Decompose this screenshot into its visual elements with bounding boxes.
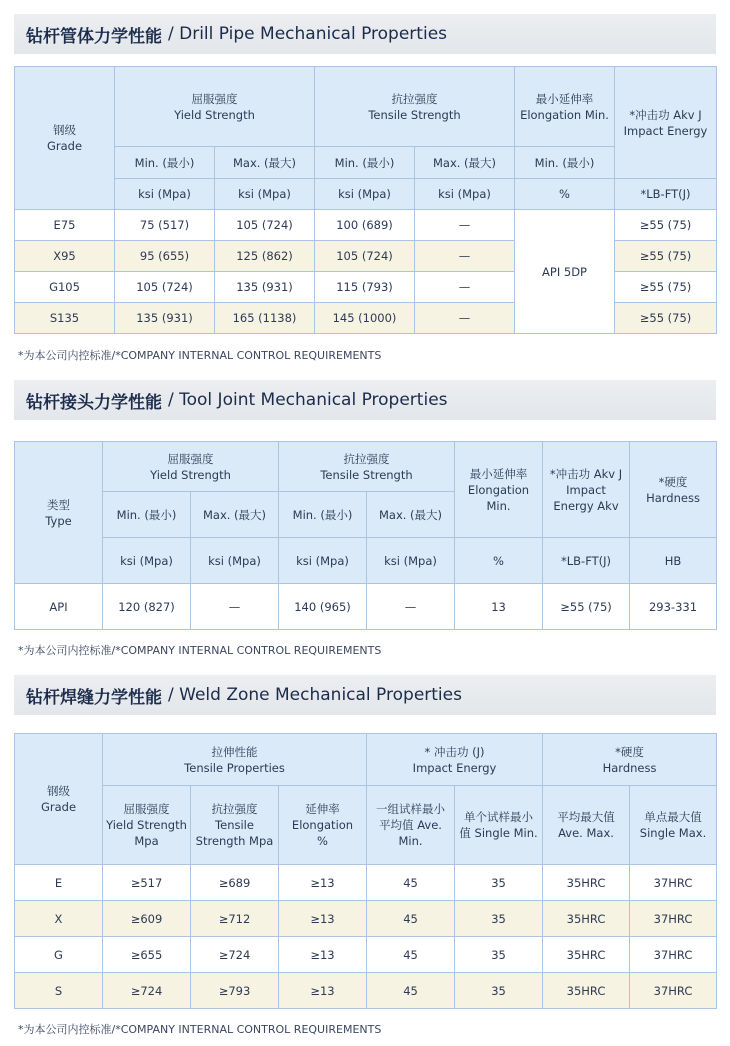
unit-cell: %	[455, 538, 543, 584]
value-cell: ≥13	[279, 937, 367, 973]
ts-header-l2: Tensile	[215, 818, 254, 832]
elongation-merged-cell: API 5DP	[515, 210, 615, 334]
value-cell: —	[415, 272, 515, 303]
ts-header	[191, 786, 279, 865]
yield-header-en: Yield Strength	[150, 467, 231, 482]
weld-zone-table	[14, 733, 717, 1009]
el-header	[279, 786, 367, 865]
tensile-header-cn: 抗拉强度	[343, 451, 390, 466]
impact-header-en: Impact Energy	[412, 760, 497, 775]
value-cell: ≥712	[191, 901, 279, 937]
type-cell: API	[15, 584, 103, 630]
elongation-min-header: Min. (最小)	[515, 147, 615, 179]
ts-header-l3: Strength Mpa	[195, 834, 274, 848]
type-header-cn: 类型	[47, 497, 70, 512]
ave-max-header	[543, 786, 630, 865]
unit-cell: ksi (Mpa)	[415, 179, 515, 210]
tensile-min-header: Min. (最小)	[279, 492, 367, 538]
unit-cell: ksi (Mpa)	[191, 538, 279, 584]
yield-min-header: Min. (最小)	[115, 147, 215, 179]
value-cell: 35	[455, 937, 543, 973]
value-cell: 100 (689)	[315, 210, 415, 241]
grade-cell: E	[15, 865, 103, 901]
unit-cell: %	[515, 179, 615, 210]
unit-row	[15, 179, 717, 210]
grade-cell: X	[15, 901, 103, 937]
unit-row	[15, 538, 717, 584]
header-row	[15, 734, 717, 786]
unit-cell: ksi (Mpa)	[367, 538, 455, 584]
yield-header-en: Yield Strength	[174, 107, 255, 122]
tensile-max-header: Max. (最大)	[415, 147, 515, 179]
impact-header-cn: * 冲击功 (J)	[424, 744, 485, 759]
impact-header-l2: Impact Energy	[623, 123, 708, 138]
table-row	[15, 865, 717, 901]
value-cell: 115 (793)	[315, 272, 415, 303]
impact-header-l3: Energy Akv	[553, 498, 619, 513]
yield-header	[115, 67, 315, 147]
el-header-l3: %	[317, 834, 328, 848]
hardness-header-cn: *硬度	[658, 474, 688, 489]
value-cell: 135 (931)	[115, 303, 215, 334]
value-cell: 35	[455, 973, 543, 1009]
value-cell: ≥609	[103, 901, 191, 937]
value-cell: 37HRC	[630, 937, 717, 973]
value-cell: ≥724	[191, 937, 279, 973]
elongation-header-cn: 最小延伸率	[469, 466, 528, 481]
unit-cell: ksi (Mpa)	[279, 538, 367, 584]
hardness-header-en: Hardness	[646, 490, 700, 505]
ave-max-header-l2: Ave. Max.	[558, 826, 614, 840]
single-max-header-l2: Single Max.	[639, 826, 707, 840]
grade-cell: X95	[15, 241, 115, 272]
value-cell: 293-331	[630, 584, 717, 630]
tensile-header	[279, 442, 455, 492]
hardness-header-en: Hardness	[602, 760, 657, 775]
value-cell: 95 (655)	[115, 241, 215, 272]
tensile-header	[103, 734, 367, 786]
single-min-header-l1: 单个试样最小	[464, 810, 534, 824]
weld-zone-title	[14, 675, 716, 715]
tool-joint-table	[14, 441, 717, 630]
grade-cell: G	[15, 937, 103, 973]
unit-cell: ksi (Mpa)	[315, 179, 415, 210]
value-cell: 37HRC	[630, 901, 717, 937]
value-cell: ≥55 (75)	[543, 584, 630, 630]
value-cell: ≥55 (75)	[615, 303, 717, 334]
value-cell: —	[415, 241, 515, 272]
value-cell: 45	[367, 973, 455, 1009]
yield-header	[103, 442, 279, 492]
yield-header-cn: 屈服强度	[167, 451, 214, 466]
value-cell: —	[415, 303, 515, 334]
table-row	[15, 937, 717, 973]
grade-cell: E75	[15, 210, 115, 241]
value-cell: 35HRC	[543, 865, 630, 901]
elongation-header	[515, 67, 615, 147]
drill-pipe-note: *为本公司内控标准/*COMPANY INTERNAL CONTROL REQUIREMENTS	[18, 349, 382, 362]
tool-joint-note: *为本公司内控标准/*COMPANY INTERNAL CONTROL REQUIREMENTS	[18, 644, 382, 657]
drill-pipe-table	[14, 66, 717, 334]
ts-header-l1: 抗拉强度	[211, 802, 258, 816]
weld-zone-note: *为本公司内控标准/*COMPANY INTERNAL CONTROL REQUIREMENTS	[18, 1023, 382, 1036]
grade-header	[15, 67, 115, 210]
value-cell: 105 (724)	[215, 210, 315, 241]
value-cell: 105 (724)	[115, 272, 215, 303]
value-cell: ≥689	[191, 865, 279, 901]
tensile-max-header: Max. (最大)	[367, 492, 455, 538]
ys-header	[103, 786, 191, 865]
hardness-header	[543, 734, 717, 786]
minmax-row	[15, 147, 717, 179]
tensile-header-en: Tensile Strength	[368, 107, 461, 122]
elongation-header	[455, 442, 543, 538]
value-cell: 140 (965)	[279, 584, 367, 630]
unit-cell: ksi (Mpa)	[103, 538, 191, 584]
elongation-header-cn: 最小延伸率	[535, 91, 594, 106]
table-row	[15, 901, 717, 937]
drill-pipe-title-en: / Drill Pipe Mechanical Properties	[168, 24, 448, 44]
elongation-header-en: Min.	[486, 498, 511, 513]
tensile-header-cn: 拉伸性能	[211, 744, 258, 759]
value-cell: ≥793	[191, 973, 279, 1009]
header-row	[15, 67, 717, 147]
value-cell: 35	[455, 901, 543, 937]
tool-joint-title	[14, 380, 716, 420]
weld-zone-title-cn: 钻杆焊缝力学性能	[26, 687, 162, 708]
ave-max-header-l1: 平均最大值	[557, 810, 615, 824]
value-cell: 165 (1138)	[215, 303, 315, 334]
value-cell: 145 (1000)	[315, 303, 415, 334]
value-cell: 45	[367, 937, 455, 973]
weld-zone-title-en: / Weld Zone Mechanical Properties	[168, 685, 462, 705]
hardness-header	[630, 442, 717, 538]
unit-cell: *LB-FT(J)	[615, 179, 717, 210]
ave-min-header-l2: 平均值 Ave.	[379, 818, 442, 832]
tensile-header-en: Tensile Strength	[320, 467, 413, 482]
drill-pipe-title-cn: 钻杆管体力学性能	[26, 26, 162, 47]
tensile-header-en: Tensile Properties	[184, 760, 285, 775]
value-cell: 35	[455, 865, 543, 901]
value-cell: ≥55 (75)	[615, 210, 717, 241]
table-row	[15, 584, 717, 630]
impact-header-l1: *冲击功 Akv J	[549, 466, 623, 481]
single-min-header-l2: 值 Single Min.	[459, 826, 538, 840]
yield-max-header: Max. (最大)	[215, 147, 315, 179]
yield-min-header: Min. (最小)	[103, 492, 191, 538]
subheader-row	[15, 786, 717, 865]
type-header-en: Type	[45, 513, 72, 528]
drill-pipe-title	[14, 14, 716, 54]
impact-header-l2: Impact	[566, 482, 606, 497]
value-cell: 120 (827)	[103, 584, 191, 630]
unit-cell: HB	[630, 538, 717, 584]
value-cell: ≥13	[279, 973, 367, 1009]
grade-header-en: Grade	[40, 800, 77, 814]
ave-min-header-l3: Min.	[398, 834, 423, 848]
single-max-header-l1: 单点最大值	[644, 810, 702, 824]
grade-header	[15, 734, 103, 865]
grade-header-cn: 钢级	[47, 784, 70, 798]
value-cell: 35HRC	[543, 901, 630, 937]
grade-cell: S135	[15, 303, 115, 334]
ave-min-header-l1: 一组试样最小	[376, 802, 446, 816]
value-cell: 45	[367, 901, 455, 937]
yield-max-header: Max. (最大)	[191, 492, 279, 538]
impact-header	[367, 734, 543, 786]
tool-joint-title-cn: 钻杆接头力学性能	[26, 392, 162, 413]
value-cell: 35HRC	[543, 973, 630, 1009]
grade-cell: S	[15, 973, 103, 1009]
value-cell: ≥55 (75)	[615, 272, 717, 303]
yield-header-cn: 屈服强度	[191, 91, 238, 106]
el-header-l1: 延伸率	[305, 802, 340, 816]
grade-cell: G105	[15, 272, 115, 303]
value-cell: 37HRC	[630, 865, 717, 901]
value-cell: 13	[455, 584, 543, 630]
ys-header-l2: Yield Strength	[106, 818, 187, 832]
unit-cell: ksi (Mpa)	[215, 179, 315, 210]
value-cell: ≥55 (75)	[615, 241, 717, 272]
value-cell: ≥13	[279, 901, 367, 937]
value-cell: ≥724	[103, 973, 191, 1009]
impact-header-l1: *冲击功 Akv J	[629, 107, 702, 122]
value-cell: 135 (931)	[215, 272, 315, 303]
table-row	[15, 210, 717, 241]
elongation-header-en: Elongation Min.	[520, 107, 609, 122]
single-min-header	[455, 786, 543, 865]
table-row	[15, 973, 717, 1009]
unit-cell: *LB-FT(J)	[543, 538, 630, 584]
impact-header	[543, 442, 630, 538]
hardness-header-cn: *硬度	[615, 744, 644, 759]
value-cell: ≥13	[279, 865, 367, 901]
value-cell: —	[191, 584, 279, 630]
grade-header-en: Grade	[46, 139, 83, 153]
unit-cell: ksi (Mpa)	[115, 179, 215, 210]
value-cell: 105 (724)	[315, 241, 415, 272]
elongation-header-en: Elongation	[467, 482, 530, 497]
ys-header-l3: Mpa	[134, 834, 159, 848]
value-cell: ≥517	[103, 865, 191, 901]
value-cell: —	[415, 210, 515, 241]
tensile-header	[315, 67, 515, 147]
value-cell: ≥655	[103, 937, 191, 973]
header-row	[15, 442, 717, 492]
single-max-header	[630, 786, 717, 865]
ys-header-l1: 屈服强度	[123, 802, 170, 816]
tensile-header-cn: 抗拉强度	[391, 91, 438, 106]
value-cell: 125 (862)	[215, 241, 315, 272]
type-header	[15, 442, 103, 584]
el-header-l2: Elongation	[291, 818, 354, 832]
value-cell: 75 (517)	[115, 210, 215, 241]
impact-header	[615, 67, 717, 179]
grade-header-cn: 钢级	[53, 123, 76, 137]
ave-min-header	[367, 786, 455, 865]
value-cell: 35HRC	[543, 937, 630, 973]
tool-joint-title-en: / Tool Joint Mechanical Properties	[168, 390, 448, 410]
value-cell: 37HRC	[630, 973, 717, 1009]
value-cell: 45	[367, 865, 455, 901]
tensile-min-header: Min. (最小)	[315, 147, 415, 179]
value-cell: —	[367, 584, 455, 630]
